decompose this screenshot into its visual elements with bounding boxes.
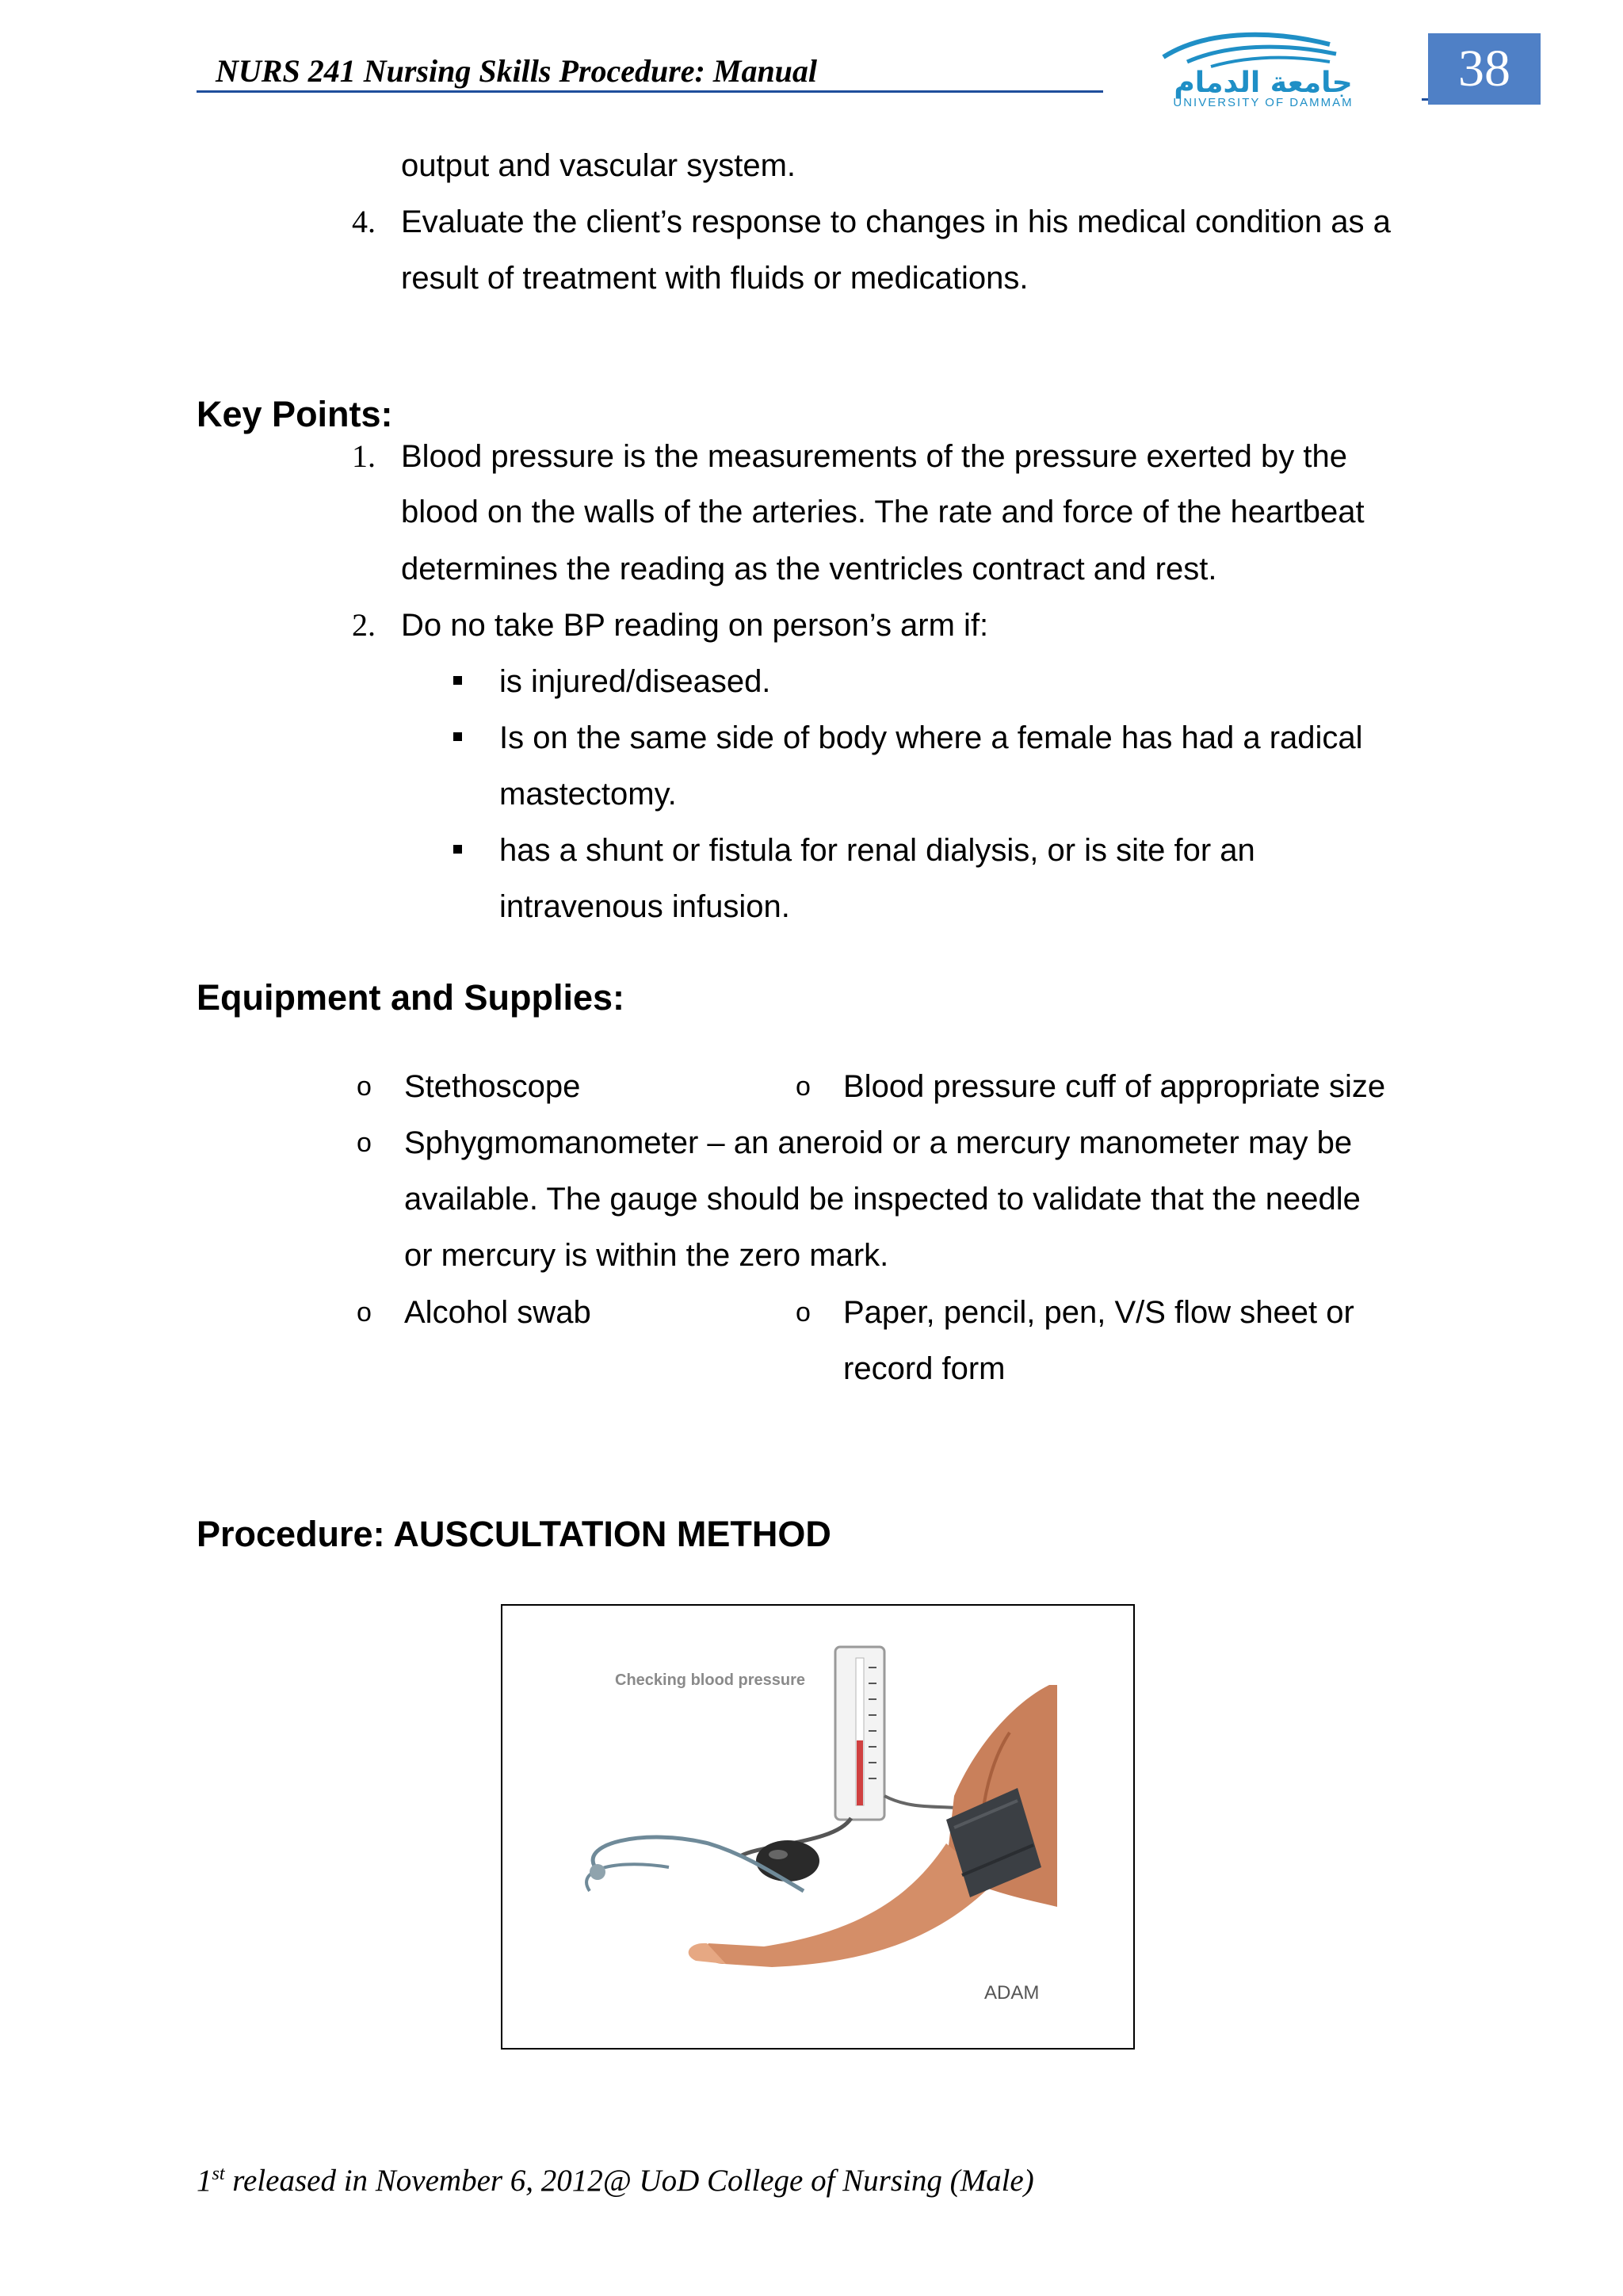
logo-arabic-text: جامعة الدمام [1174, 67, 1353, 99]
university-logo [1132, 27, 1395, 109]
intro-item4-line2: result of treatment with fluids or medications. [401, 261, 1029, 296]
key-points-heading: Key Points: [197, 394, 393, 434]
list-marker: o [357, 1128, 372, 1158]
equipment-swab: Alcohol swab [404, 1295, 591, 1330]
bullet-square [453, 845, 462, 854]
bullet-3-line2: intravenous infusion. [499, 889, 790, 924]
figure-caption: Checking blood pressure [615, 1671, 806, 1689]
blood-pressure-figure [501, 1604, 1135, 2050]
bullet-2-line2: mastectomy. [499, 777, 677, 812]
equipment-paper-line1: Paper, pencil, pen, V/S flow sheet or [843, 1295, 1354, 1330]
equipment-sphyg-line1: Sphygmomanometer – an aneroid or a mercury manometer may be [404, 1125, 1353, 1160]
list-marker: o [796, 1072, 811, 1102]
equipment-sphyg-line3: or mercury is within the zero mark. [404, 1238, 889, 1273]
blood-pressure-illustration [502, 1606, 1133, 2048]
header-rule [197, 90, 1103, 93]
key-point-1-line1: Blood pressure is the measurements of the pressure exerted by the [401, 439, 1347, 474]
bullet-square [453, 732, 462, 741]
list-marker: o [796, 1297, 811, 1328]
footer-ordinal: 1 [197, 2164, 212, 2198]
equipment-cuff: Blood pressure cuff of appropriate size [843, 1069, 1386, 1104]
header-rule-end [1422, 98, 1428, 101]
list-number: 1. [352, 438, 376, 474]
key-point-1-line2: blood on the walls of the arteries. The rate and force of the heartbeat [401, 495, 1365, 529]
list-marker: o [357, 1072, 372, 1102]
list-marker: o [357, 1297, 372, 1328]
procedure-heading: Procedure: AUSCULTATION METHOD [197, 1514, 831, 1554]
list-number: 4. [352, 204, 376, 239]
bullet-1-line1: is injured/diseased. [499, 664, 771, 699]
equipment-stethoscope: Stethoscope [404, 1069, 581, 1104]
page-number: 38 [1458, 40, 1510, 97]
list-number: 2. [352, 607, 376, 643]
footer-ordinal-suffix: st [212, 2164, 225, 2184]
bullet-2-line1: Is on the same side of body where a female has had a radical [499, 720, 1363, 755]
equipment-sphyg-line2: available. The gauge should be inspected to validate that the needle [404, 1182, 1361, 1217]
bullet-square [453, 676, 462, 685]
intro-item4-line1: Evaluate the client’s response to changes in his medical condition as a [401, 204, 1391, 239]
figure-credit: ADAM [984, 1982, 1040, 2004]
bullet-3-line1: has a shunt or fistula for renal dialysis, or is site for an [499, 833, 1255, 868]
key-point-1-line3: determines the reading as the ventricles contract and rest. [401, 552, 1217, 586]
key-point-2-line: Do no take BP reading on person’s arm if: [401, 608, 989, 643]
equipment-heading: Equipment and Supplies: [197, 977, 625, 1018]
header-title: NURS 241 Nursing Skills Procedure: Manual [216, 53, 818, 89]
logo-university-text: UNIVERSITY OF DAMMAM [1173, 96, 1354, 109]
footer-release-text: released in November 6, 2012@ UoD College of Nursing (Male) [224, 2164, 1034, 2198]
equipment-paper-line2: record form [843, 1351, 1006, 1386]
intro-line: output and vascular system. [401, 148, 796, 183]
footer-text [197, 2162, 1034, 2200]
